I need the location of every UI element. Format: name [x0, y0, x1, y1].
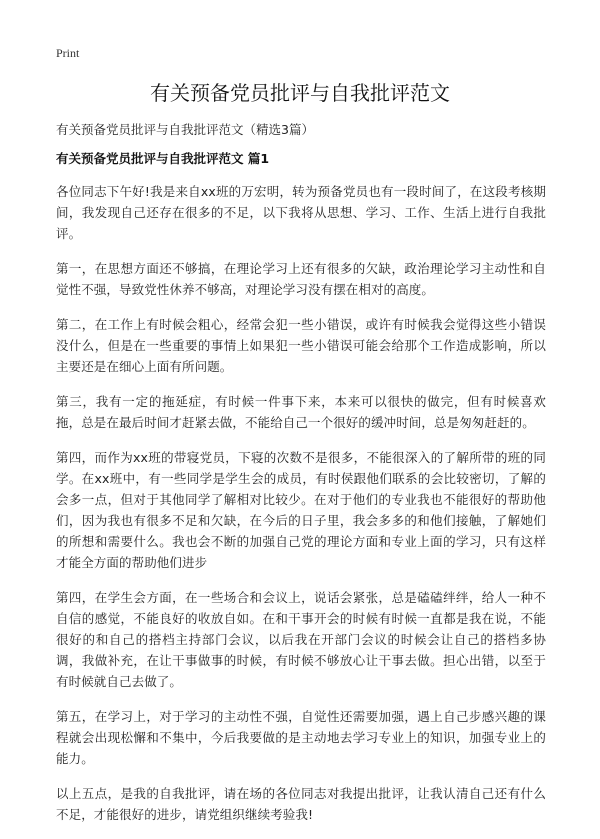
paragraph-first: 第一，在思想方面还不够搞，在理论学习上还有很多的欠缺，政治理论学习主动性和自觉性不强，导致党性休养不够高，对理论学习没有摆在相对的高度。: [56, 261, 546, 297]
document-title: 有关预备党员批评与自我批评范文: [150, 81, 450, 105]
paragraph-third: 第三，我有一定的拖延症，有时候一件事下来，本来可以很快的做完，但有时候喜欢拖，总是在最后时间才赶紧去做，不能给自己一个很好的缓冲时间，总是匆匆赶赶的。: [56, 394, 546, 430]
print-link[interactable]: Print: [56, 46, 80, 60]
document-body: [56, 181, 546, 839]
paragraph-second: 第二，在工作上有时候会粗心，经常会犯一些小错误，或许有时候我会觉得这些小错误没什么，但是在一些重要的事情上如果犯一些小错误可能会给那个工作造成影响，所以主要还是在细心上面有所问题。: [56, 317, 546, 374]
paragraph-intro: 各位同志下午好!我是来自xx班的万宏明，转为预备党员也有一段时间了，在这段考核期间，我发现自己还存在很多的不足，以下我将从思想、学习、工作、生活上进行自我批评。: [56, 184, 546, 241]
paragraph-fifth: 第五，在学习上，对于学习的主动性不强，自觉性还需要加强，遇上自己步感兴趣的课程就会出现松懈和不集中，今后我要做的是主动地去学习专业上的知识，加强专业上的能力。: [56, 709, 546, 766]
section-heading: 有关预备党员批评与自我批评范文 篇1: [56, 151, 270, 166]
document-subtitle: 有关预备党员批评与自我批评范文（精选3篇）: [56, 122, 314, 137]
paragraph-conclusion: 以上五点，是我的自我批评，请在场的各位同志对我提出批评，让我认清自己还有什么不足，才能很好的进步，请党组织继续考验我!: [56, 786, 546, 822]
paragraph-fourth-union: 第四，在学生会方面，在一些场合和会议上，说话会紧张，总是磕磕绊绊，给人一种不自信的感觉，不能良好的收放自如。在和干事开会的时候有时候一直都是我在说，不能很好的和自己的搭档主持部门会议，以后我在开部门会议的时候会让自己的搭档多协调，我做补充，在让干事做事的时候，有时候不够放心让干事去做。担心出错，以至于有时候就自己去做了。: [56, 590, 546, 689]
paragraph-fourth-dorm: 第四，而作为xx班的带寝党员，下寝的次数不是很多，不能很深入的了解所带的班的同学。在xx班中，有一些同学是学生会的成员，有时侯跟他们联系的会比较密切，了解的会多一点，但对于其他同学了解相对比较少。在对于他们的专业我也不能很好的帮助他们，因为我也有很多不足和欠缺，在今后的日子里，我会多多的和他们接触，了解她们的所想和需要什么。我也会不断的加强自己党的理论方面和专业上面的学习，只有这样才能全方面的帮助他们进步: [56, 450, 546, 570]
